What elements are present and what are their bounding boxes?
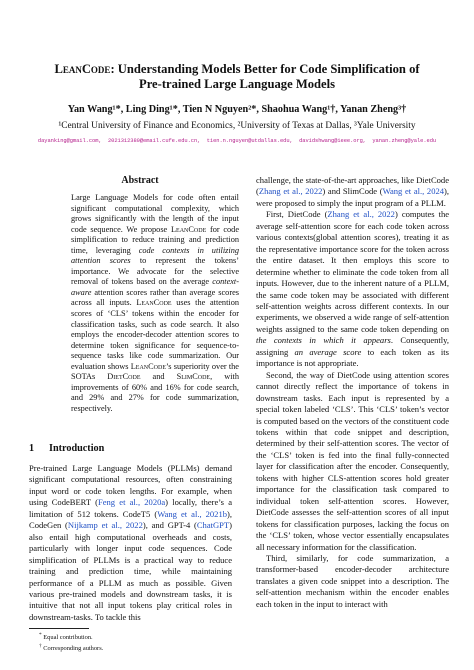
emphasis-text: an average score [294, 346, 362, 357]
emphasis-text: the contexts in which it appears [256, 335, 391, 346]
abstract-emphasis: context-aware [71, 277, 239, 297]
citation-link[interactable]: ChatGPT [196, 520, 230, 531]
footnote [29, 631, 229, 642]
system-name: LeanCode [170, 224, 207, 234]
paper-title [20, 62, 454, 92]
footnote-mark: † [39, 643, 42, 650]
title-line-1-rest: : Understanding Models Better for Code Simplification of [110, 62, 420, 76]
body-text: to each token as its importance is not appropriate. [256, 346, 449, 369]
body-text: ) also entail high computational overheads and costs, particularly with longer input code sequences. Code simplification of PLLMs is a practical way to reduce training and prediction time, while maintaining performance of a PLLM as much as possible. Given various pre-trained models and downstream tasks, it is intuitive that not all input tokens play critical roles in downstream-tasks. To tackle this [29, 520, 232, 622]
email-link[interactable]: tien.n.nguyen@utdallas.edu, [206, 138, 293, 144]
baseline-name: DietCode [107, 372, 141, 382]
system-name: LeanCode [136, 298, 172, 308]
abstract-text: uses the attention scores of ‘CLS’ tokens within the encoder for classification tasks, such as code search. It also employs the encoder-decoder attention scores to determine token significance for sequence-to-sequence tasks like code summarization. Our evaluation shows [71, 298, 239, 371]
section-number: 1 [29, 443, 35, 454]
body-text: . Consequently, assigning [256, 335, 450, 357]
abstract-text: , with improvements of 60% and 16% for code search, and 29% and 27% for code summarization, respectively. [71, 372, 239, 413]
body-text: ) locally, there’s a limitation of 512 tokens. CodeT5 ( [29, 497, 232, 519]
citation-link[interactable]: Feng et al., 2020a [97, 497, 166, 508]
footnotes [29, 631, 229, 654]
email-list [4, 138, 470, 144]
abstract-emphasis: code contexts in utilizing attention scores [71, 245, 239, 266]
body-text: ), CodeGen ( [29, 508, 232, 531]
citation-link[interactable]: Wang et al., 2021b [157, 508, 227, 519]
abstract-text: to represent the tokens’ importance. We advocate for the selective removal of tokens based on the average [71, 256, 240, 287]
body-text: ) computes the average self-attention score for each code token across various contexts(global attention scores), treating it as the representative importance score for the token across the entire dataset. It then employs this score to determine whether to eliminate the code token from all inputs. However, due to the inherent nature of a PLLM, the same code token may be associated with different self-attention weights across different contexts. In our experiments, we observed a wide range of self-attention weights assigned to the same code token depending on [256, 209, 450, 334]
section-title: Introduction [49, 443, 105, 454]
email-link[interactable]: davidshwang@ieee.org, [299, 138, 366, 144]
abstract-text: ’s superiority over the SOTAs [71, 361, 239, 382]
abstract-body [71, 193, 239, 414]
email-link[interactable]: 2021312380@email.cufe.edu.cn, [107, 138, 201, 144]
title-system-name: LeanCode [54, 62, 111, 76]
abstract-text: for code simplification to reduce training and prediction time, leveraging [71, 224, 239, 255]
abstract-text: attention scores rather than average scores across all inputs. [71, 287, 239, 308]
paragraph [256, 175, 449, 209]
body-text: ), were proposed to simply the input program of a PLLM. [256, 186, 450, 208]
body-text: ) and SlimCode ( [322, 186, 383, 197]
footnote [29, 642, 229, 653]
citation-link[interactable]: Zhang et al., 2022 [327, 209, 395, 220]
paragraph: Second, the way of DietCode using attention scores cannot directly reflect the importance of tokens in downstream tasks. Each input is represented by a special token labeled ‘CLS’. This ‘CLS’ token’s vector is computed based on the vectors of the constituent code tokens within that code snippet and description, determined by their self-attention scores. The vector of the ‘CLS’ token is fed into the final fully-connected layer for classification after the encoder. Consequently, tokens with higher CLS-attention scores hold greater importance for the classification task compared to individual token self-attention scores. However, DietCode assesses the self-attention scores of all input tokens for classification purposes, lacking the focus on the ‘CLS’ token, whose vector essentially encapsulates all necessary information for the classification. [256, 369, 449, 552]
author-list: Yan Wang¹*, Ling Ding¹*, Tien N Nguyen²*, Shaohua Wang¹†, Yanan Zheng³† [67, 104, 407, 115]
system-name: LeanCode [130, 361, 166, 371]
title-line-1 [20, 62, 454, 77]
email-link[interactable]: dayanking@gmail.com, [37, 138, 102, 144]
body-text: Pre-trained Large Language Models (PLLMs) demand significant computational resources, often constraining input word or code token lengths. For example, when using CodeBERT ( [29, 463, 232, 508]
intro-left-column [29, 463, 232, 623]
footnote-text: Equal contribution. [43, 634, 93, 642]
footnote-mark: * [39, 632, 42, 638]
intro-right-column [256, 175, 449, 610]
body-text: challenge, the state-of-the-art approaches, like DietCode ( [256, 175, 449, 197]
section-heading [29, 443, 104, 454]
citation-link[interactable]: Wang et al., 2024 [382, 186, 445, 197]
title-line-2: Pre-trained Large Language Models [139, 77, 335, 91]
abstract-text: and [140, 372, 177, 382]
citation-link[interactable]: Nijkamp et al., 2022 [67, 520, 143, 531]
abstract-text: Large Language Models for code often entail significant computational complexity, which grows significantly with the length of the input code sequence. We propose [71, 193, 239, 234]
paragraph [256, 209, 449, 369]
citation-link[interactable]: Zhang et al., 2022 [258, 186, 323, 197]
body-text: First, DietCode ( [266, 209, 328, 220]
footnote-rule [29, 628, 89, 629]
abstract-heading: Abstract [121, 175, 159, 186]
footnote-text: Corresponding authors. [43, 645, 104, 653]
affiliations: ¹Central University of Finance and Economics, ²University of Texas at Dallas, ³Yale University [58, 121, 416, 131]
paragraph: Third, similarly, for code summarization, a transformer-based encoder-decoder architecture translates a given code snippet into a description. The self-attention mechanism within the encoder enables each token in the input to interact with [256, 552, 449, 609]
email-link[interactable]: yanan.zheng@yale.edu [372, 138, 437, 144]
body-text: ), and GPT-4 ( [142, 520, 197, 531]
baseline-name: SlimCode [176, 372, 211, 382]
